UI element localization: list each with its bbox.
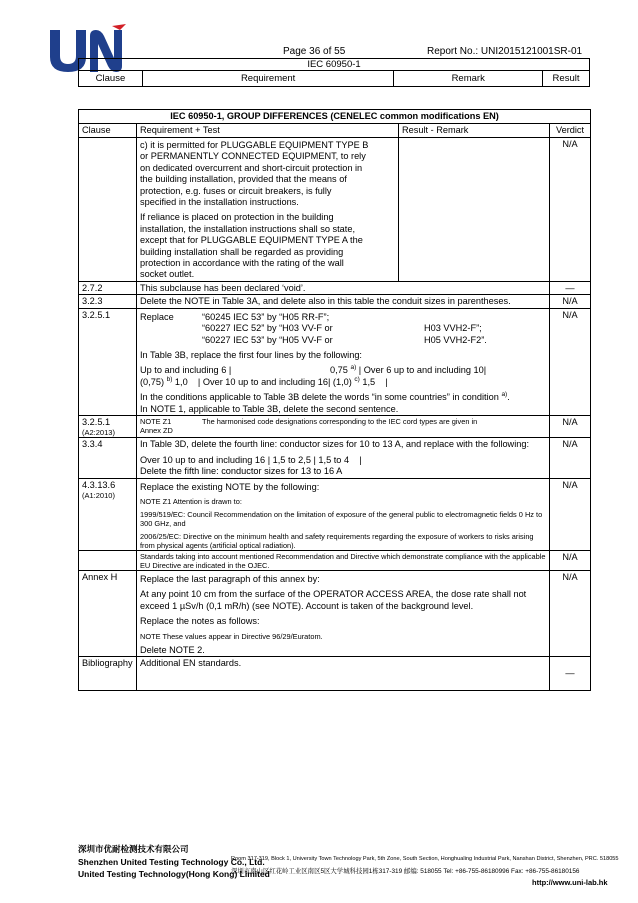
col-clause: Clause bbox=[79, 71, 143, 87]
th-verdict: Verdict bbox=[550, 124, 591, 138]
group-differences-table bbox=[78, 109, 591, 691]
table-row bbox=[79, 438, 591, 478]
verdict: N/A bbox=[550, 415, 591, 437]
req-text: In Table 3B, replace the first four lines by the following: bbox=[140, 349, 362, 360]
table-row bbox=[79, 138, 591, 282]
table-row bbox=[79, 478, 591, 550]
footnote-mark: b) bbox=[166, 375, 173, 383]
clause-number: Bibliography bbox=[79, 657, 137, 691]
th-requirement: Requirement + Test bbox=[137, 124, 399, 138]
req-text: This subclause has been declared ‘void’. bbox=[137, 281, 550, 294]
th-clause: Clause bbox=[79, 124, 137, 138]
table-row bbox=[79, 570, 591, 656]
req-text: “60227 IEC 52” by “H03 VV-F or bbox=[202, 323, 333, 334]
clause-amendment: (A2:2013) bbox=[82, 428, 115, 438]
footnote-mark: c) bbox=[354, 375, 360, 383]
req-text: Replace the last paragraph of this annex by: bbox=[140, 573, 320, 584]
col-remark: Remark bbox=[394, 71, 543, 87]
req-text: 1,0 | Over 10 up to and including 16| (1,0) bbox=[174, 376, 352, 387]
col-result: Result bbox=[543, 71, 590, 87]
req-text: Delete NOTE 2. bbox=[140, 644, 205, 655]
table-row bbox=[79, 295, 591, 308]
footer-url[interactable]: http://www.uni-lab.hk bbox=[532, 878, 608, 887]
note-label: NOTE Z1 bbox=[140, 416, 172, 426]
footer-company-cn: 深圳市优耐检测技术有限公司 bbox=[78, 844, 189, 854]
page-number: Page 36 of 55 bbox=[283, 46, 346, 57]
req-text: In NOTE 1, applicable to Table 3B, delete the second sentence. bbox=[140, 403, 399, 414]
req-text: At any point 10 cm from the surface of the OPERATOR ACCESS AREA, the dose rate shall not exceed 1 µSv/h (0,1 mR/h) (see NOTE). Account is taken of the background level. bbox=[140, 589, 527, 611]
req-text: Over 10 up to and including 16 | 1,5 to 2,5 | 1,5 to 4 | bbox=[140, 454, 362, 465]
footer-address-cn: 深圳市南山区红花岭工业区南区5区大学城科技园1栋317-319 邮编: 518055 Tel: +86-755-86180996 Fax: +86-755-86180156 bbox=[231, 868, 580, 875]
req-text: Additional EN standards. bbox=[137, 657, 550, 691]
req-text: If reliance is placed on protection in the building installation, the installation instructions shall so state, except that for PLUGGABLE EQUIPMENT TYPE A the building installation shall be regarded as providing protection in accordance with the rating of the wall socket outlet. bbox=[140, 212, 363, 280]
req-text: c) it is permitted for PLUGGABLE EQUIPMENT TYPE B or PERMANENTLY CONNECTED EQUIPMENT, to rely on dedicated overcurrent and short-circuit protection in the building installation, provided that the means of protection, e.g. fuses or circuit breakers, is fully specified in the installation instructions. bbox=[140, 140, 369, 208]
req-text: Delete the fifth line: conductor sizes for 13 to 16 A bbox=[140, 466, 343, 477]
verdict: N/A bbox=[550, 295, 591, 308]
req-text: In Table 3D, delete the fourth line: conductor sizes for 10 to 13 A, and replace with the following: bbox=[140, 439, 530, 450]
verdict: N/A bbox=[550, 550, 591, 570]
req-text: Replace the notes as follows: bbox=[140, 616, 260, 627]
req-text: 0,75 bbox=[330, 365, 348, 376]
table-row bbox=[79, 415, 591, 437]
verdict: — bbox=[550, 281, 591, 294]
clause-number: 2.7.2 bbox=[79, 281, 137, 294]
req-text: Replace bbox=[140, 311, 174, 322]
req-text: | Over 6 up to and including 10| bbox=[358, 365, 487, 376]
clause-number: 3.3.4 bbox=[79, 438, 137, 478]
table-row bbox=[79, 308, 591, 415]
report-number: Report No.: UNI2015121001SR-01 bbox=[427, 46, 583, 57]
standard-name: IEC 60950-1 bbox=[79, 59, 590, 71]
req-text: The harmonised code designations corresponding to the IEC cord types are given in bbox=[202, 416, 478, 426]
req-text: 1,5 | bbox=[362, 376, 388, 387]
req-text: Replace the existing NOTE by the following: bbox=[140, 481, 320, 492]
footnote-mark: a) bbox=[501, 391, 508, 399]
clause-number: 3.2.3 bbox=[79, 295, 137, 308]
req-text: Standards taking into account mentioned Recommendation and Directive which demonstrate compliance with the applicable EU Directive are indicated in the OJEC. bbox=[137, 550, 550, 570]
req-text: (0,75) bbox=[140, 376, 165, 387]
table-title: IEC 60950-1, GROUP DIFFERENCES (CENELEC common modifications EN) bbox=[79, 110, 591, 124]
header-table bbox=[78, 58, 590, 87]
req-text: In the conditions applicable to Table 3B delete the words “in some countries” in condition bbox=[140, 392, 499, 403]
clause-number: Annex H bbox=[79, 570, 137, 656]
footer-company-en: Shenzhen United Testing Technology Co., Ltd. bbox=[78, 857, 265, 867]
footer-address-en: Room 317-319, Block 1, University Town Technology Park, 5th Zone, South Section, Honghualing Industrial Park, Nanshan District, Shenzhen, PRC. 518055 bbox=[231, 856, 619, 862]
table-row bbox=[79, 281, 591, 294]
verdict: N/A bbox=[550, 438, 591, 478]
req-text: “60227 IEC 53” by “H05 VV-F or bbox=[202, 334, 333, 345]
req-text: “60245 IEC 53” by “H05 RR-F”; bbox=[202, 311, 330, 322]
clause-number: 3.2.5.1 bbox=[79, 308, 137, 415]
th-remark: Result - Remark bbox=[399, 124, 550, 138]
req-text: 1999/519/EC: Council Recommendation on the limitation of exposure of the general public to electromagnetic fields 0 Hz to 300 GHz, and bbox=[140, 509, 543, 528]
verdict: N/A bbox=[550, 570, 591, 656]
footer-company-hk: United Testing Technology(Hong Kong) Limited bbox=[78, 869, 270, 879]
req-text: H03 VVH2-F”; bbox=[424, 323, 482, 334]
table-row bbox=[79, 657, 591, 691]
req-text: Delete the NOTE in Table 3A, and delete also in this table the conduit sizes in parentheses. bbox=[137, 295, 550, 308]
clause-amendment: (A1:2010) bbox=[82, 490, 115, 500]
verdict: N/A bbox=[550, 478, 591, 550]
req-text: NOTE These values appear in Directive 96/29/Euratom. bbox=[140, 631, 323, 641]
req-text: Up to and including 6 | bbox=[140, 365, 232, 376]
table-row bbox=[79, 550, 591, 570]
req-text: . bbox=[507, 392, 510, 403]
verdict: N/A bbox=[550, 138, 591, 282]
verdict: — bbox=[550, 657, 591, 691]
clause-number: 3.2.5.1 bbox=[82, 416, 111, 427]
col-requirement: Requirement bbox=[142, 71, 393, 87]
req-text: H05 VVH2-F2”. bbox=[424, 334, 487, 345]
clause-number: 4.3.13.6 bbox=[82, 479, 116, 490]
req-text: 2006/25/EC: Directive on the minimum health and safety requirements regarding the exposure of workers to risks arising from physical agents (artificial optical radiation). bbox=[140, 531, 534, 550]
footnote-mark: a) bbox=[350, 364, 357, 372]
verdict: N/A bbox=[550, 308, 591, 415]
req-text: NOTE Z1 Attention is drawn to: bbox=[140, 496, 242, 506]
req-text: Annex ZD bbox=[140, 425, 173, 435]
